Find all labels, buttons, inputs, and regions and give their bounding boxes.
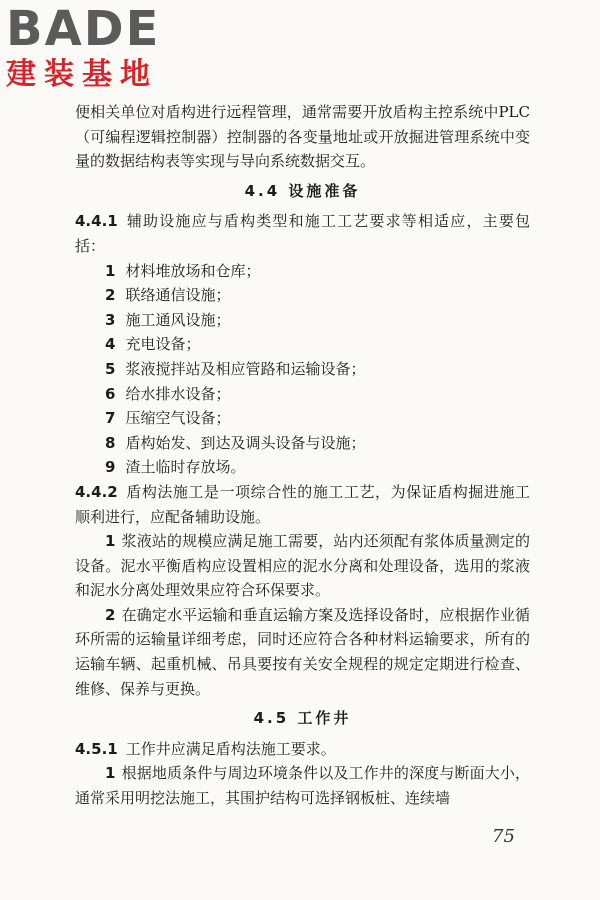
list-item <box>75 283 530 308</box>
section-heading-4-5: 4.5 工作井 <box>253 709 352 728</box>
clause-number: 4.4.1 <box>75 212 118 231</box>
bade-logo <box>6 1 176 96</box>
list-item <box>75 308 530 333</box>
paragraph-text: 根据地质条件与周边环境条件以及工作井的深度与断面大小，通常采用明挖法施工，其围护结构可选择钢板桩、连续墙 <box>75 764 530 808</box>
paragraph-number: 1 <box>105 764 116 783</box>
clause-number: 4.4.2 <box>75 482 118 501</box>
list-item-number: 8 <box>105 433 116 452</box>
list-item-number: 1 <box>105 261 116 280</box>
clause-text: 辅助设施应与盾构类型和施工工艺要求等相适应，主要包括： <box>75 212 530 255</box>
intro-paragraph: 便相关单位对盾构进行远程管理，通常需要开放盾构主控系统中PLC（可编程逻辑控制器）控制器的各变量地址或开放掘进管理系统中变量的数据结构表等实现与导向系统数据交互。 <box>75 103 530 171</box>
list-item-text: 渣土临时存放场。 <box>125 458 246 477</box>
paragraph-number: 2 <box>105 605 116 624</box>
clause-4-5-1 <box>75 737 530 762</box>
paragraph-number: 1 <box>105 532 116 551</box>
list-item-text: 压缩空气设备； <box>125 409 231 428</box>
logo-sub-text: 建装基地 <box>6 57 158 92</box>
list-item <box>75 357 530 382</box>
list-item <box>75 431 530 456</box>
list-item <box>75 332 530 357</box>
list-item-text: 联络通信设施； <box>125 286 231 305</box>
list-item-number: 2 <box>105 286 116 305</box>
list-item-text: 施工通风设施； <box>125 310 231 329</box>
clause-text: 盾构法施工是一项综合性的施工工艺，为保证盾构掘进施工顺利进行，应配备辅助设施。 <box>75 482 530 526</box>
clause-paragraph <box>75 761 530 810</box>
list-item <box>75 455 530 480</box>
page-number: 75 <box>492 826 515 847</box>
list-item-number: 9 <box>105 458 116 477</box>
list-item-text: 盾构始发、到达及调头设备与设施； <box>125 433 366 452</box>
list-item-number: 6 <box>105 384 116 403</box>
list-item-number: 3 <box>105 310 116 329</box>
clause-4-4-2 <box>75 480 530 529</box>
list-item-text: 材料堆放场和仓库； <box>125 261 261 280</box>
list-item-text: 充电设备； <box>125 335 201 354</box>
list-item <box>75 259 530 284</box>
list-item-text: 给水排水设备； <box>125 384 231 403</box>
list-item-text: 浆液搅拌站及相应管路和运输设备； <box>125 359 366 378</box>
list-item-number: 4 <box>105 335 116 354</box>
list-item <box>75 382 530 407</box>
clause-number: 4.5.1 <box>75 739 118 758</box>
clause-text: 工作井应满足盾构法施工要求。 <box>125 739 336 758</box>
logo-main-text: BADE <box>6 1 161 57</box>
list-item-number: 5 <box>105 359 116 378</box>
list-item <box>75 406 530 431</box>
paragraph-text: 浆液站的规模应满足施工需要，站内还须配有浆体质量测定的设备。泥水平衡盾构应设置相应的泥水分离和处理设备，选用的浆液和泥水分离处理效果应符合环保要求。 <box>75 532 530 600</box>
clause-paragraph <box>75 603 530 701</box>
list-item-number: 7 <box>105 409 116 428</box>
document-body <box>75 100 530 811</box>
paragraph-text: 在确定水平运输和垂直运输方案及选择设备时，应根据作业循环所需的运输量详细考虑，同时还应符合各种材料运输要求，所有的运输车辆、起重机械、吊具要按有关安全规程的规定定期进行检查、维修、保养与更换。 <box>75 605 530 698</box>
clause-paragraph <box>75 529 530 603</box>
section-heading-4-4: 4.4 设施准备 <box>244 181 361 200</box>
clause-4-4-1 <box>75 209 530 258</box>
